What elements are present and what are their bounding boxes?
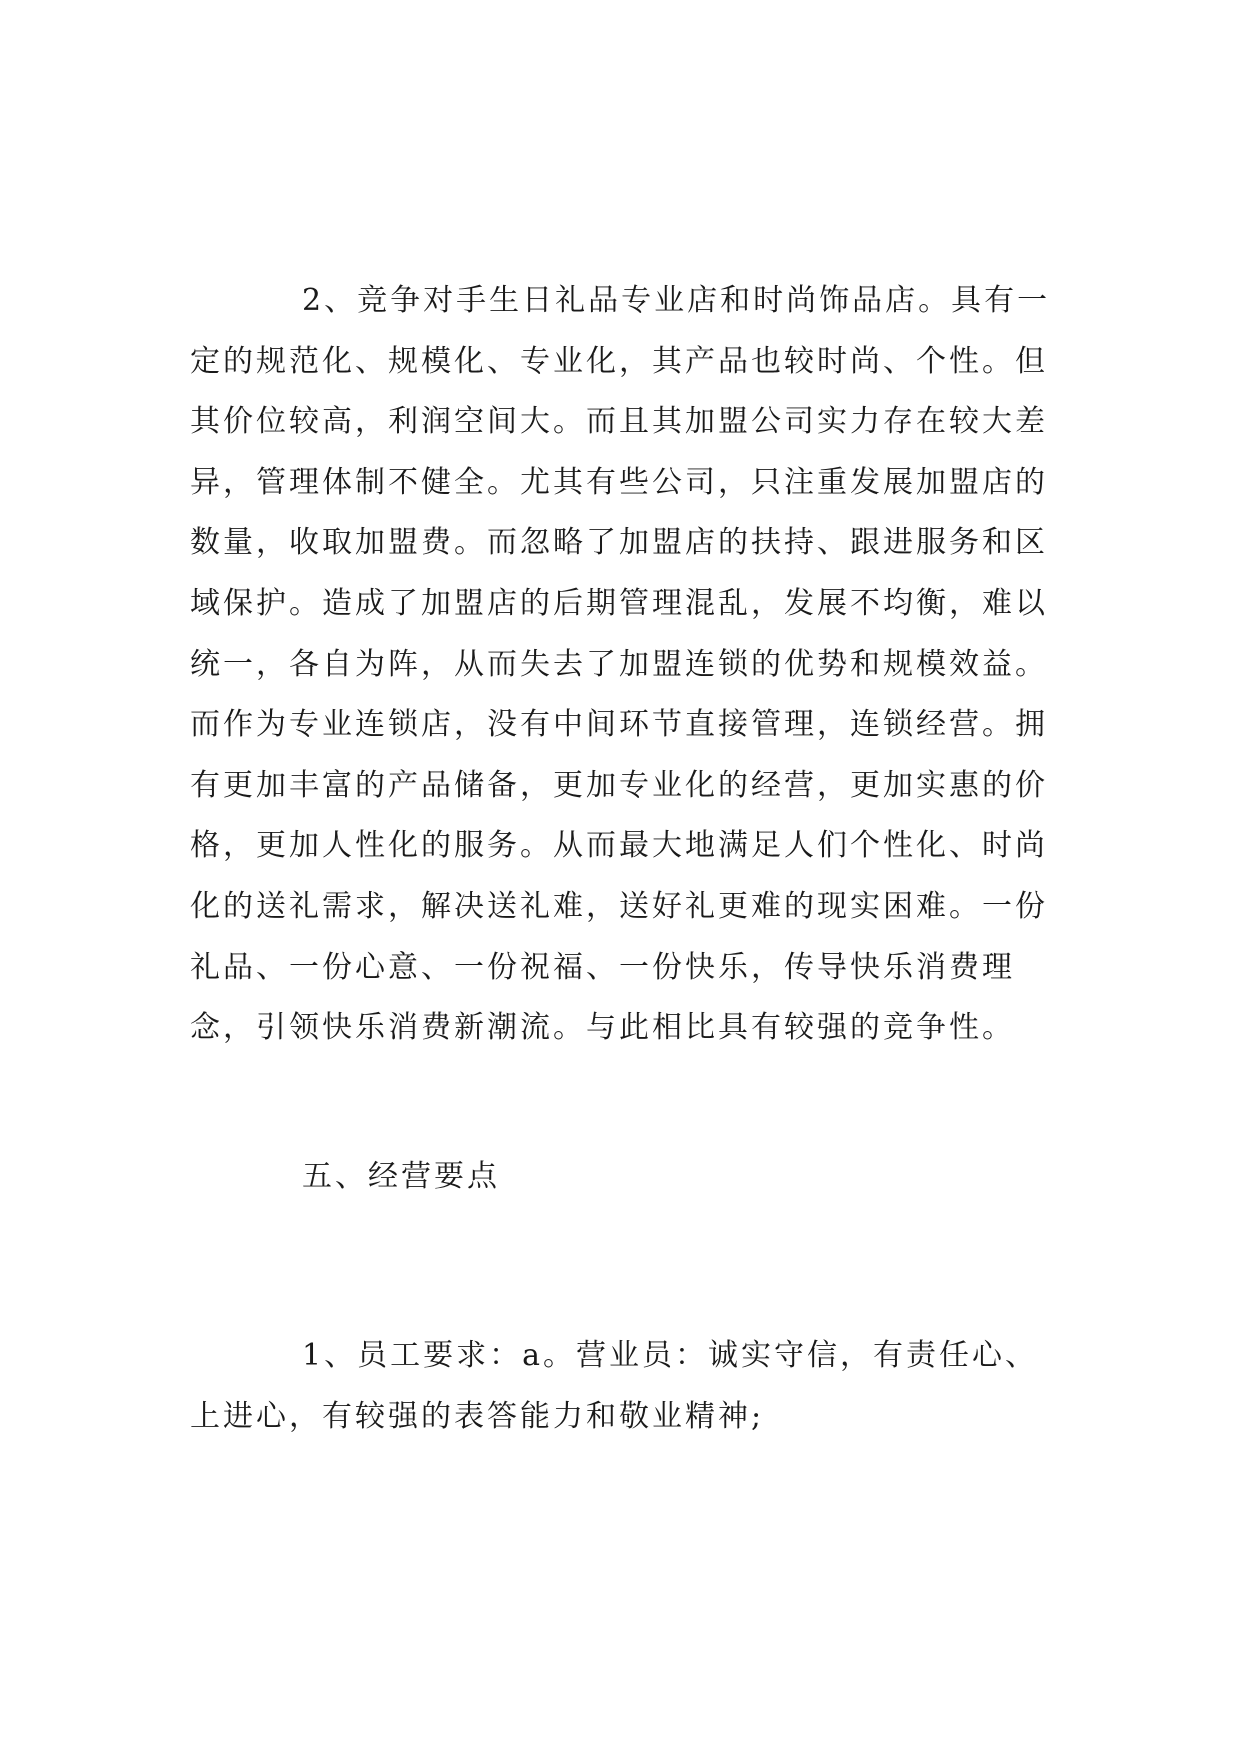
staff-requirements-paragraph: 1、员工要求：a。营业员：诚实守信，有责任心、上进心，有较强的表答能力和敬业精神;: [190, 1338, 1038, 1434]
competition-paragraph: 2、竞争对手生日礼品专业店和时尚饰品店。具有一定的规范化、规模化、专业化，其产品也较时尚、个性。但其价位较高，利润空间大。而且其加盟公司实力存在较大差异，管理体制不健全。尤其有些公司，只注重发展加盟店的数量，收取加盟费。而忽略了加盟店的扶持、跟进服务和区域保护。造成了加盟店的后期管理混乱，发展不均衡，难以统一，各自为阵，从而失去了加盟连锁的优势和规模效益。而作为专业连锁店，没有中间环节直接管理，连锁经营。拥有更加丰富的产品储备，更加专业化的经营，更加实惠的价格，更加人性化的服务。从而最大地满足人们个性化、时尚化的送礼需求，解决送礼难，送好礼更难的现实困难。一份礼品、一份心意、一份祝福、一份快乐，传导快乐消费理念，引领快乐消费新潮流。与此相比具有较强的竞争性。: [190, 283, 1051, 1046]
section-heading: 五、经营要点: [302, 1159, 500, 1194]
